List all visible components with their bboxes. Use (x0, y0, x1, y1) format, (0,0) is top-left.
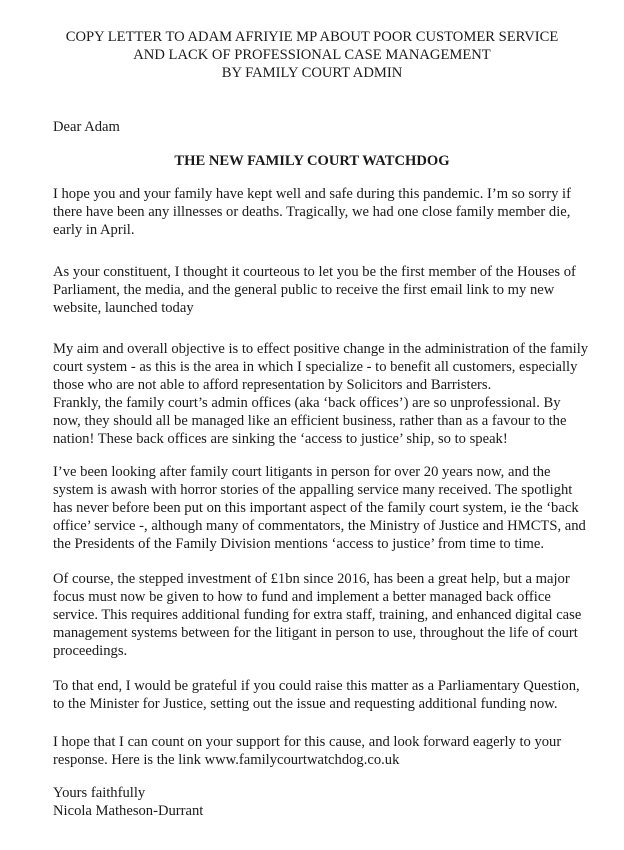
paragraph-line: early in April. (53, 222, 135, 238)
valediction: Yours faithfully (53, 785, 146, 801)
paragraph-greeting (53, 185, 571, 239)
paragraph-experience (53, 463, 586, 553)
paragraph-line: I hope that I can count on your support for this cause, and look forward eagerly to your (53, 734, 562, 750)
paragraph-line: now, they should all be managed like an efficient business, rather than as a favour to the (53, 413, 567, 429)
paragraph-request (53, 677, 580, 713)
title-line: BY FAMILY COURT ADMIN (221, 65, 403, 81)
paragraph-line: office’ service -, although many of commentators, the Ministry of Justice and HMCTS, and (53, 518, 586, 534)
title-line: COPY LETTER TO ADAM AFRIYIE MP ABOUT POOR CUSTOMER SERVICE (65, 29, 559, 45)
salutation: Dear Adam (53, 119, 120, 135)
paragraph-line: has never before been put on this important aspect of the family court system, ie the ‘back (53, 500, 579, 516)
signature-name: Nicola Matheson-Durrant (53, 803, 204, 819)
paragraph-objective (53, 340, 588, 448)
paragraph-line: To that end, I would be grateful if you could raise this matter as a Parliamentary Question, (53, 678, 580, 694)
paragraph-support (53, 733, 561, 769)
paragraph-line: proceedings. (53, 643, 128, 659)
paragraph-line: response. Here is the link www.familycourtwatchdog.co.uk (53, 752, 400, 768)
paragraph-line: service. This requires additional funding for extra staff, training, and enhanced digital case (53, 607, 582, 623)
paragraph-line: Parliament, the media, and the general public to receive the first email link to my new (53, 282, 555, 298)
paragraph-line: nation! These back offices are sinking the ‘access to justice’ ship, so to speak! (53, 431, 508, 447)
paragraph-line: system is awash with horror stories of the appalling service many received. The spotlight (53, 482, 573, 498)
paragraph-line: to the Minister for Justice, setting out the issue and requesting additional funding now. (53, 696, 558, 712)
paragraph-line: court system - as this is the area in which I specialize - to benefit all customers, especially (53, 359, 578, 375)
paragraph-line: management systems between for the litigant in person to use, throughout the life of court (53, 625, 578, 641)
paragraph-funding (53, 570, 581, 660)
title-line: AND LACK OF PROFESSIONAL CASE MANAGEMENT (133, 47, 491, 63)
letter-heading: THE NEW FAMILY COURT WATCHDOG (174, 153, 450, 169)
paragraph-line: I’ve been looking after family court litigants in person for over 20 years now, and the (53, 464, 551, 480)
paragraph-line: I hope you and your family have kept well and safe during this pandemic. I’m so sorry if (53, 186, 571, 202)
paragraph-line: those who are not able to afford representation by Solicitors and Barristers. (53, 377, 492, 393)
paragraph-line: there have been any illnesses or deaths. Tragically, we had one close family member die, (53, 204, 571, 220)
paragraph-line: focus must now be given to how to fund and implement a better managed back office (53, 589, 551, 605)
paragraph-line: Of course, the stepped investment of £1bn since 2016, has been a great help, but a major (53, 571, 570, 587)
paragraph-line: Frankly, the family court’s admin offices (aka ‘back offices’) are so unprofessional. By (53, 395, 561, 411)
paragraph-line: As your constituent, I thought it courteous to let you be the first member of the Houses of (53, 264, 576, 280)
paragraph-line: website, launched today (53, 300, 194, 316)
letter-title (20, 28, 604, 82)
paragraph-constituent (53, 263, 576, 317)
paragraph-line: the Presidents of the Family Division mentions ‘access to justice’ from time to time. (53, 536, 544, 552)
letter-closing (53, 784, 203, 820)
paragraph-line: My aim and overall objective is to effect positive change in the administration of the family (53, 341, 589, 357)
